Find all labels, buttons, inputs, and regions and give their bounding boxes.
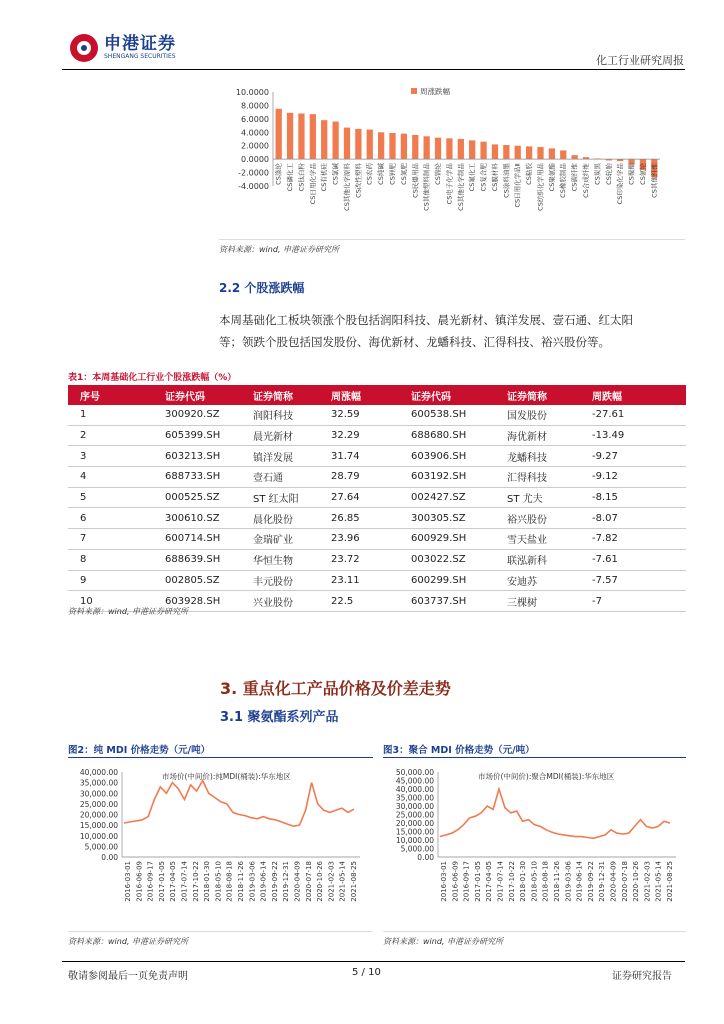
table-cell: 裕兴股份 — [495, 508, 580, 529]
table-header-row — [68, 385, 686, 405]
y-tick-label: 0.0000 — [241, 155, 269, 165]
table-row — [68, 508, 686, 529]
bar — [412, 135, 418, 159]
bar — [515, 146, 521, 159]
x-tick-label: 2019-06-14 — [259, 861, 268, 902]
x-tick-label: 2019-03-06 — [564, 861, 573, 902]
x-tick-label: 2017-04-05 — [485, 861, 494, 902]
table-cell: 300305.SZ — [399, 508, 495, 529]
y-tick-label: 10,000.00 — [395, 836, 434, 845]
y-tick-label: 35,000.00 — [79, 778, 118, 788]
figure-2-source: 资料来源：wind, 申港证券研究所 — [68, 937, 188, 946]
page-number: 5 / 10 — [352, 967, 381, 978]
bar — [424, 136, 430, 159]
y-tick-label: 5,000.00 — [84, 842, 118, 852]
table-header-cell: 序号 — [68, 385, 153, 405]
bar — [332, 122, 338, 160]
table-cell: 5 — [68, 487, 153, 508]
table-cell: 23.96 — [319, 529, 399, 550]
table-cell: 300610.SZ — [153, 508, 241, 529]
x-tick-label: CS纯碱 — [377, 163, 386, 185]
x-tick-label: 2017-01-05 — [157, 861, 166, 902]
x-tick-label: CS钛白粉 — [297, 163, 306, 192]
x-tick-label: 2019-09-22 — [270, 861, 279, 902]
x-tick-label: CS炭黑 — [593, 163, 602, 185]
bar — [287, 113, 293, 159]
x-tick-label: 2019-12-31 — [282, 861, 291, 902]
y-tick-label: 25,000.00 — [395, 810, 434, 820]
y-tick-label: 35,000.00 — [395, 793, 434, 803]
table-cell: 9 — [68, 570, 153, 591]
table-cell: 壹石通 — [241, 467, 319, 488]
table-cell: 海优新材 — [495, 425, 580, 446]
x-tick-label: 2018-11-26 — [237, 861, 245, 902]
table-cell: 600538.SH — [399, 405, 495, 425]
report-type: 化工行业研究周报 — [596, 54, 684, 67]
table-header-cell: 证券简称 — [241, 385, 319, 405]
table-cell: 金瑞矿业 — [241, 529, 319, 550]
table-cell: 安迪苏 — [495, 570, 580, 591]
table-cell: 605399.SH — [153, 425, 241, 446]
x-tick-label: 2019-06-14 — [575, 861, 584, 902]
y-tick-label: 40,000.00 — [395, 785, 434, 794]
table-cell: ST 尤夫 — [495, 487, 580, 508]
figure-3-rule — [383, 757, 686, 758]
table-cell: 华恒生物 — [241, 549, 319, 570]
section-3-1-title: 3.1 聚氨酯系列产品 — [220, 710, 339, 725]
table-cell: 4 — [68, 467, 153, 488]
table-cell: 国发股份 — [495, 405, 580, 425]
table-cell: 6 — [68, 508, 153, 529]
legend-swatch — [411, 88, 417, 94]
table-cell: 润阳科技 — [241, 405, 319, 425]
x-tick-label: 2020-07-18 — [620, 861, 629, 902]
x-tick-label: CS膜材料 — [490, 163, 499, 192]
company-logo — [70, 34, 176, 62]
table-cell: 600299.SH — [399, 570, 495, 591]
stock-change-table — [68, 385, 686, 612]
table-caption: 表1：本周基础化工行业个股涨跌幅（%） — [68, 373, 237, 383]
table-cell: 镇洋发展 — [241, 446, 319, 467]
y-tick-label: 5,000.00 — [400, 844, 434, 854]
table-header-cell: 证券代码 — [399, 385, 495, 405]
y-tick-label: -2.0000 — [238, 168, 269, 178]
table-cell: 8 — [68, 549, 153, 570]
table-cell: 23.11 — [319, 570, 399, 591]
table-row — [68, 467, 686, 488]
table-cell: -13.49 — [580, 425, 686, 446]
table-cell: 002805.SZ — [153, 570, 241, 591]
table-cell: 688639.SH — [153, 549, 241, 570]
table-cell: -7.61 — [580, 549, 686, 570]
weekly-change-bar-chart — [215, 82, 670, 232]
y-tick-label: 30,000.00 — [79, 789, 118, 799]
bar — [492, 144, 498, 159]
x-tick-label: CS聚氨酯 — [547, 163, 556, 192]
table-cell: -8.07 — [580, 508, 686, 529]
x-tick-label: CS其他化学制品 — [456, 163, 465, 211]
table-cell: 31.74 — [319, 446, 399, 467]
bar — [480, 142, 486, 159]
x-tick-label: 2017-04-05 — [169, 861, 178, 902]
y-tick-label: 20,000.00 — [79, 810, 118, 820]
table-row — [68, 529, 686, 550]
x-tick-label: 2020-07-18 — [304, 861, 313, 902]
x-tick-label: CS碳纤维 — [570, 163, 579, 192]
x-tick-label: 2017-01-05 — [473, 861, 482, 902]
y-tick-label: 0.00 — [417, 853, 434, 862]
table-cell: -8.15 — [580, 487, 686, 508]
x-tick-label: 2018-08-18 — [541, 861, 550, 902]
bar — [355, 129, 361, 159]
table-cell: 300920.SZ — [153, 405, 241, 425]
x-tick-label: 2018-08-18 — [225, 861, 234, 902]
bar — [389, 133, 395, 159]
table-cell: -9.27 — [580, 446, 686, 467]
bar — [367, 130, 373, 160]
section-2-2-paragraph — [219, 309, 689, 353]
footer-disclaimer: 敬请参阅最后一页免责声明 — [68, 971, 188, 982]
table-cell: 2 — [68, 425, 153, 446]
x-tick-label: CS氟化工 — [468, 163, 477, 192]
y-tick-label: 20,000.00 — [395, 819, 434, 828]
x-tick-label: CS电子化学品 — [445, 163, 454, 205]
x-tick-label: 2016-03-01 — [124, 861, 132, 902]
x-tick-label: 2021-05-14 — [338, 861, 347, 902]
y-tick-label: 15,000.00 — [79, 821, 118, 831]
x-tick-label: 2018-05-10 — [530, 861, 539, 902]
bar — [401, 134, 407, 160]
table-row — [68, 570, 686, 591]
x-tick-label: CS农药 — [365, 163, 374, 185]
table-row — [68, 446, 686, 467]
x-tick-label: 2016-03-01 — [440, 861, 448, 902]
table-row — [68, 487, 686, 508]
x-tick-label: CS氯碱 — [331, 163, 340, 185]
x-tick-label: 2016-06-09 — [135, 861, 144, 902]
price-line — [124, 781, 354, 827]
x-tick-label: CS复合肥 — [479, 163, 488, 192]
y-tick-label: 10.0000 — [235, 88, 269, 97]
table-row — [68, 425, 686, 446]
x-tick-label: 2016-06-09 — [451, 861, 460, 902]
bar — [298, 113, 304, 159]
company-name-en: SHENGANG SECURITIES — [104, 53, 176, 60]
table-header-cell: 证券简称 — [495, 385, 580, 405]
y-tick-label: -4.0000 — [238, 182, 269, 191]
x-tick-label: CS粘胶 — [525, 163, 534, 185]
y-tick-label: 2.0000 — [241, 141, 269, 151]
bar — [526, 146, 532, 159]
x-tick-label: CS民爆用品 — [411, 163, 420, 198]
table-cell: 603737.SH — [399, 591, 495, 612]
y-tick-label: 0.00 — [101, 853, 118, 862]
logo-icon — [70, 34, 98, 62]
bar — [549, 148, 555, 159]
table-cell: ST 红太阳 — [241, 487, 319, 508]
x-tick-label: CS日用化学品 — [308, 163, 317, 205]
table-header-cell: 周跌幅 — [580, 385, 686, 405]
bar-chart-source: 资料来源：wind, 申港证券研究所 — [219, 245, 339, 254]
table-cell: 1 — [68, 405, 153, 425]
x-tick-label: CS纺织化学用品 — [536, 163, 545, 211]
table-cell: -9.12 — [580, 467, 686, 488]
divider — [68, 931, 373, 932]
table-cell: 002427.SZ — [399, 487, 495, 508]
y-tick-label: 8.0000 — [241, 101, 269, 111]
x-tick-label: 2020-04-09 — [293, 861, 302, 902]
table-cell: -27.61 — [580, 405, 686, 425]
y-tick-label: 40,000.00 — [79, 768, 118, 777]
table-cell: 晨光新材 — [241, 425, 319, 446]
x-tick-label: 2018-11-26 — [553, 861, 561, 902]
table-cell: 龙蟠科技 — [495, 446, 580, 467]
bar — [572, 155, 578, 159]
x-tick-label: 2020-10-26 — [316, 861, 325, 902]
table-cell: 688733.SH — [153, 467, 241, 488]
table-cell: 10 — [68, 591, 153, 612]
table-header-cell: 证券代码 — [153, 385, 241, 405]
polymeric-mdi-price-chart — [380, 762, 686, 928]
x-tick-label: 2021-05-14 — [654, 861, 663, 902]
bar — [537, 147, 543, 159]
y-tick-label: 10,000.00 — [79, 831, 118, 841]
x-tick-label: 2016-09-17 — [146, 861, 155, 902]
footer-report-label: 证券研究报告 — [612, 971, 672, 982]
x-tick-label: CS印染化学品 — [616, 163, 625, 205]
table-cell: 23.72 — [319, 549, 399, 570]
table-cell: 32.29 — [319, 425, 399, 446]
table-cell: 26.85 — [319, 508, 399, 529]
table-cell: 28.79 — [319, 467, 399, 488]
divider — [219, 239, 685, 240]
bar — [310, 114, 316, 159]
x-tick-label: 2016-09-17 — [462, 861, 471, 902]
x-tick-label: 2021-02-03 — [327, 861, 336, 902]
x-tick-label: 2021-08-25 — [350, 861, 358, 902]
y-tick-label: 30,000.00 — [395, 802, 434, 811]
paragraph-line-2: 等；领跌个股包括国发股份、海优新材、龙蟠科技、汇得科技、裕兴股份等。 — [219, 335, 610, 349]
x-tick-label: 2021-08-25 — [666, 861, 674, 902]
pure-mdi-price-chart — [64, 762, 370, 928]
bar — [276, 109, 282, 159]
y-tick-label: 4.0000 — [241, 128, 269, 138]
bar — [446, 138, 452, 159]
x-tick-label: 2018-01-30 — [519, 861, 528, 902]
header-divider — [62, 69, 685, 70]
x-tick-label: CS氮肥 — [399, 163, 408, 185]
series-label: 市场价(中间价):纯MDI(桶装):华东地区 — [162, 772, 291, 781]
table-cell: 7 — [68, 529, 153, 550]
price-line — [440, 789, 670, 838]
table-cell: 联泓新科 — [495, 549, 580, 570]
x-tick-label: CS涤纶 — [274, 163, 283, 185]
y-tick-label: 45,000.00 — [395, 776, 434, 786]
table-cell: 000525.SZ — [153, 487, 241, 508]
table-cell: 3 — [68, 446, 153, 467]
x-tick-label: 2018-05-10 — [214, 861, 223, 902]
table-cell: 603213.SH — [153, 446, 241, 467]
table-cell: 22.5 — [319, 591, 399, 612]
x-tick-label: 2017-10-22 — [507, 861, 516, 902]
x-tick-label: 2020-10-26 — [632, 861, 641, 902]
table-source: 资料来源：wind, 申港证券研究所 — [68, 607, 188, 616]
x-tick-label: CS钾肥 — [388, 163, 397, 185]
table-cell: 汇得科技 — [495, 467, 580, 488]
x-tick-label: CS有机硅 — [320, 163, 329, 192]
bar — [378, 132, 384, 159]
x-tick-label: CS锦纶 — [434, 163, 443, 185]
legend-label: 周涨跌幅 — [420, 87, 450, 96]
table-cell: 三棵树 — [495, 591, 580, 612]
table-cell: 003022.SZ — [399, 549, 495, 570]
table-cell: -7.82 — [580, 529, 686, 550]
table-cell: 603928.SH — [153, 591, 241, 612]
table-cell: 603906.SH — [399, 446, 495, 467]
figure-3-source: 资料来源：wind, 申港证券研究所 — [383, 937, 503, 946]
table-cell: 27.64 — [319, 487, 399, 508]
footer-divider — [62, 961, 685, 962]
bar — [458, 139, 464, 159]
divider — [383, 931, 686, 932]
x-tick-label: 2019-03-06 — [248, 861, 257, 902]
bar — [321, 120, 327, 159]
x-tick-label: CS橡胶制品 — [559, 163, 568, 198]
x-tick-label: CS涂料油墨 — [502, 163, 511, 198]
paragraph-line-1: 本周基础化工板块领涨个股包括润阳科技、晨光新材、镇洋发展、壹石通、红太阳 — [219, 313, 633, 327]
bar — [560, 150, 566, 159]
bar — [344, 128, 350, 160]
x-tick-label: 2017-07-14 — [496, 861, 505, 902]
table-header-cell: 周涨幅 — [319, 385, 399, 405]
series-label: 市场价(中间价):聚合MDI(桶装):华东地区 — [478, 772, 615, 781]
x-tick-label: 2018-01-30 — [203, 861, 212, 902]
table-cell: 兴业股份 — [241, 591, 319, 612]
table-cell: 600929.SH — [399, 529, 495, 550]
table-cell: 600714.SH — [153, 529, 241, 550]
x-tick-label: 2020-04-09 — [609, 861, 618, 902]
x-tick-label: CS轮胎 — [604, 163, 613, 185]
table-cell: 32.59 — [319, 405, 399, 425]
y-tick-label: 6.0000 — [241, 114, 269, 124]
section-3-title: 3. 重点化工产品价格及价差走势 — [220, 679, 451, 698]
x-tick-label: CS其他塑料制品 — [422, 163, 431, 211]
x-tick-label: CS改性塑料 — [354, 163, 363, 198]
x-tick-label: 2017-07-14 — [180, 861, 189, 902]
x-tick-label: CS磷化工 — [286, 163, 295, 192]
table-row — [68, 549, 686, 570]
bar — [503, 145, 509, 159]
table-cell: 688680.SH — [399, 425, 495, 446]
x-tick-label: 2021-02-03 — [643, 861, 652, 902]
company-name-cn: 申港证券 — [104, 34, 176, 54]
x-tick-label: 2019-09-22 — [586, 861, 595, 902]
table-cell: 丰元股份 — [241, 570, 319, 591]
figure-2-rule — [68, 757, 373, 758]
x-tick-label: CS其他纤维 — [650, 163, 659, 198]
x-tick-label: 2019-12-31 — [598, 861, 607, 902]
y-tick-label: 25,000.00 — [79, 799, 118, 809]
figure-3-caption: 图3：聚合 MDI 价格走势（元/吨） — [383, 745, 535, 756]
table-cell: 603192.SH — [399, 467, 495, 488]
table-row — [68, 405, 686, 425]
table-cell: -7 — [580, 591, 686, 612]
x-tick-label: CS聚酯 — [627, 163, 636, 185]
y-tick-label: 15,000.00 — [395, 827, 434, 837]
bar — [435, 138, 441, 159]
x-tick-label: CS合成纤维 — [582, 163, 591, 198]
y-tick-label: 50,000.00 — [395, 768, 434, 777]
bar — [469, 140, 475, 159]
section-2-2-title: 2.2 个股涨跌幅 — [219, 281, 305, 295]
table-cell: 雪天盐业 — [495, 529, 580, 550]
x-tick-label: 2017-10-22 — [191, 861, 200, 902]
x-tick-label: CS其他化学原料 — [342, 163, 351, 211]
x-tick-label: CS日用化学品Ⅱ — [513, 163, 522, 208]
table-cell: 晨化股份 — [241, 508, 319, 529]
table-cell: -7.57 — [580, 570, 686, 591]
figure-2-caption: 图2：纯 MDI 价格走势（元/吨） — [68, 745, 211, 756]
x-tick-label: CS氨纶 — [638, 163, 647, 185]
